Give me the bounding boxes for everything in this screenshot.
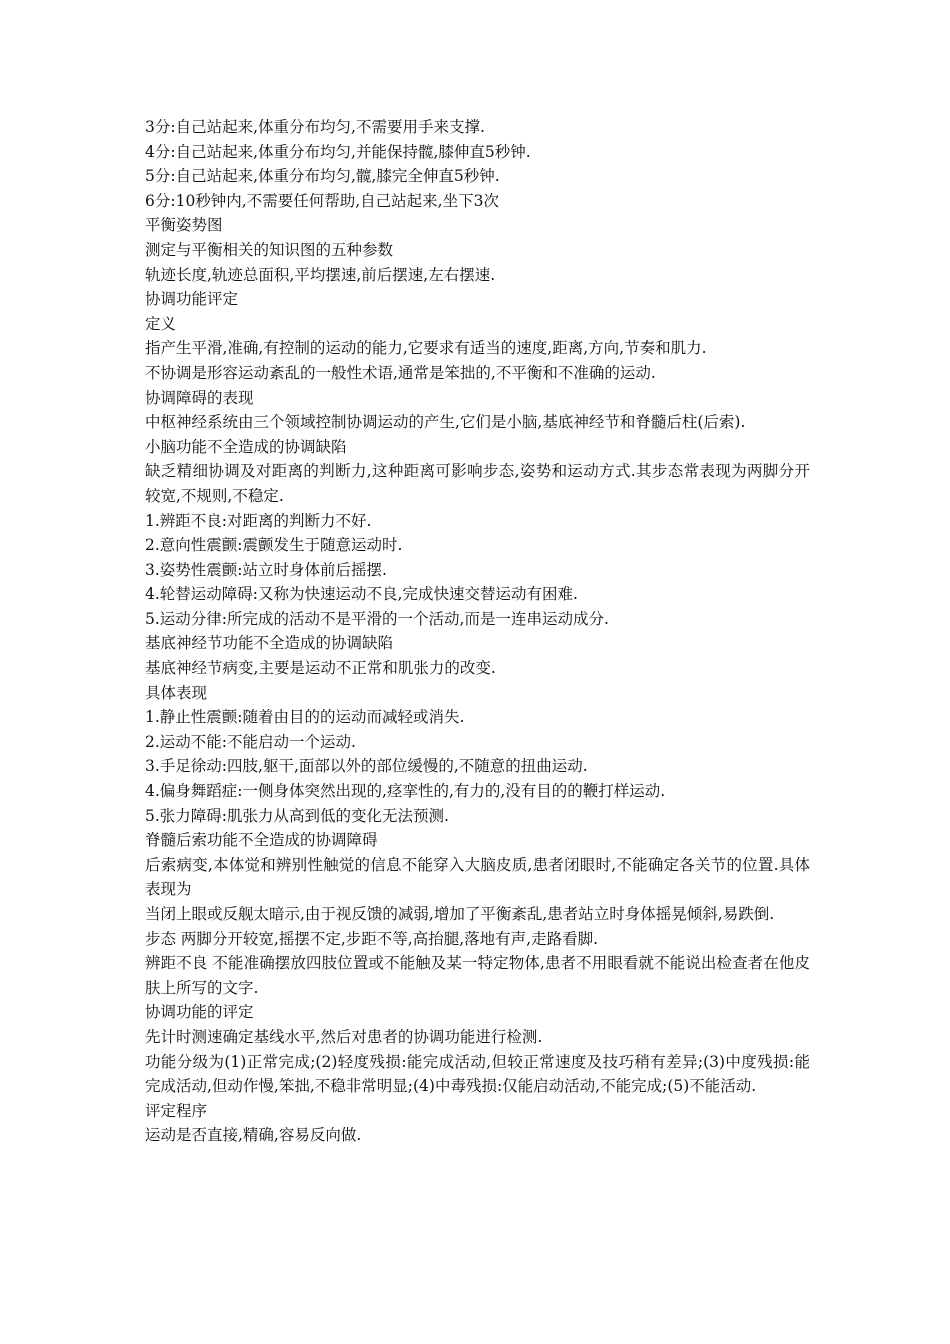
section-heading: 基底神经节功能不全造成的协调缺陷 bbox=[145, 634, 394, 653]
list-item: 4.偏身舞蹈症:一侧身体突然出现的,痉挛性的,有力的,没有目的的鞭打样运动. bbox=[145, 782, 666, 801]
section-heading: 具体表现 bbox=[145, 683, 208, 702]
list-item: 2.意向性震颤:震颤发生于随意运动时. bbox=[145, 536, 403, 555]
text-line: 测定与平衡相关的知识图的五种参数 bbox=[145, 240, 394, 259]
section-heading: 定义 bbox=[145, 314, 177, 333]
section-heading: 评定程序 bbox=[145, 1101, 208, 1120]
text-line: 基底神经节病变,主要是运动不正常和肌张力的改变. bbox=[145, 659, 496, 678]
text-line: 中枢神经系统由三个领域控制协调运动的产生,它们是小脑,基底神经节和脊髓后柱(后索). bbox=[145, 413, 746, 432]
list-item: 2.运动不能:不能启动一个运动. bbox=[145, 732, 356, 751]
list-item: 3.手足徐动:四肢,躯干,面部以外的部位缓慢的,不随意的扭曲运动. bbox=[145, 757, 588, 776]
text-line: 轨迹长度,轨迹总面积,平均摆速,前后摆速,左右摆速. bbox=[145, 265, 496, 284]
text-line: 步态 两脚分开较宽,摇摆不定,步距不等,高抬腿,落地有声,走路看脚. bbox=[145, 929, 598, 948]
text-line: 6分:10秒钟内,不需要任何帮助,自己站起来,坐下3次 bbox=[145, 191, 499, 210]
section-heading: 协调障碍的表现 bbox=[145, 388, 254, 407]
list-item: 5.运动分律:所完成的活动不是平滑的一个活动,而是一连串运动成分. bbox=[145, 609, 609, 628]
text-line: 5分:自己站起来,体重分布均匀,髋,膝完全伸直5秒钟. bbox=[145, 167, 500, 186]
section-heading: 协调功能的评定 bbox=[145, 1003, 254, 1022]
text-line: 3分:自己站起来,体重分布均匀,不需要用手来支撑. bbox=[145, 118, 485, 136]
text-line: 运动是否直接,精确,容易反向做. bbox=[145, 1126, 362, 1145]
document-body bbox=[145, 115, 810, 1148]
text-line: 不协调是形容运动紊乱的一般性术语,通常是笨拙的,不平衡和不准确的运动. bbox=[145, 363, 656, 382]
list-item: 1.辨距不良:对距离的判断力不好. bbox=[145, 511, 372, 530]
text-line: 先计时测速确定基线水平,然后对患者的协调功能进行检测. bbox=[145, 1027, 543, 1046]
text-paragraph: 后索病变,本体觉和辨别性触觉的信息不能穿入大脑皮质,患者闭眼时,不能确定各关节的位置.具体表现为 bbox=[145, 855, 810, 899]
text-line: 指产生平滑,准确,有控制的运动的能力,它要求有适当的速度,距离,方向,节奏和肌力. bbox=[145, 339, 707, 358]
list-item: 5.张力障碍:肌张力从高到低的变化无法预测. bbox=[145, 806, 449, 825]
list-item: 4.轮替运动障碍:又称为快速运动不良,完成快速交替运动有困难. bbox=[145, 585, 578, 604]
text-line: 4分:自己站起来,体重分布均匀,并能保持髋,膝伸直5秒钟. bbox=[145, 142, 531, 161]
text-paragraph: 辨距不良 不能准确摆放四肢位置或不能触及某一特定物体,患者不用眼看就不能说出检查者在他皮肤上所写的文字. bbox=[145, 954, 810, 997]
text-paragraph: 功能分级为(1)正常完成;(2)轻度残损:能完成活动,但较正常速度及技巧稍有差异;(3)中度残损:能完成活动,但动作慢,笨拙,不稳非常明显;(4)中毒残损:仅能启动活动,不能完成;(5)不能活动. bbox=[145, 1052, 810, 1096]
section-heading: 协调功能评定 bbox=[145, 290, 239, 309]
text-paragraph: 当闭上眼或反舰太暗示,由于视反馈的减弱,增加了平衡紊乱,患者站立时身体摇晃倾斜,易跌倒. bbox=[145, 905, 775, 923]
section-heading: 平衡姿势图 bbox=[145, 216, 223, 235]
section-heading: 脊髓后索功能不全造成的协调障碍 bbox=[145, 831, 378, 850]
list-item: 1.静止性震颤:随着由目的的运动而减轻或消失. bbox=[145, 708, 465, 727]
list-item: 3.姿势性震颤:站立时身体前后摇摆. bbox=[145, 560, 387, 579]
section-heading: 小脑功能不全造成的协调缺陷 bbox=[145, 437, 347, 456]
text-paragraph: 缺乏精细协调及对距离的判断力,这种距离可影响步态,姿势和运动方式.其步态常表现为两脚分开较宽,不规则,不稳定. bbox=[145, 462, 810, 505]
